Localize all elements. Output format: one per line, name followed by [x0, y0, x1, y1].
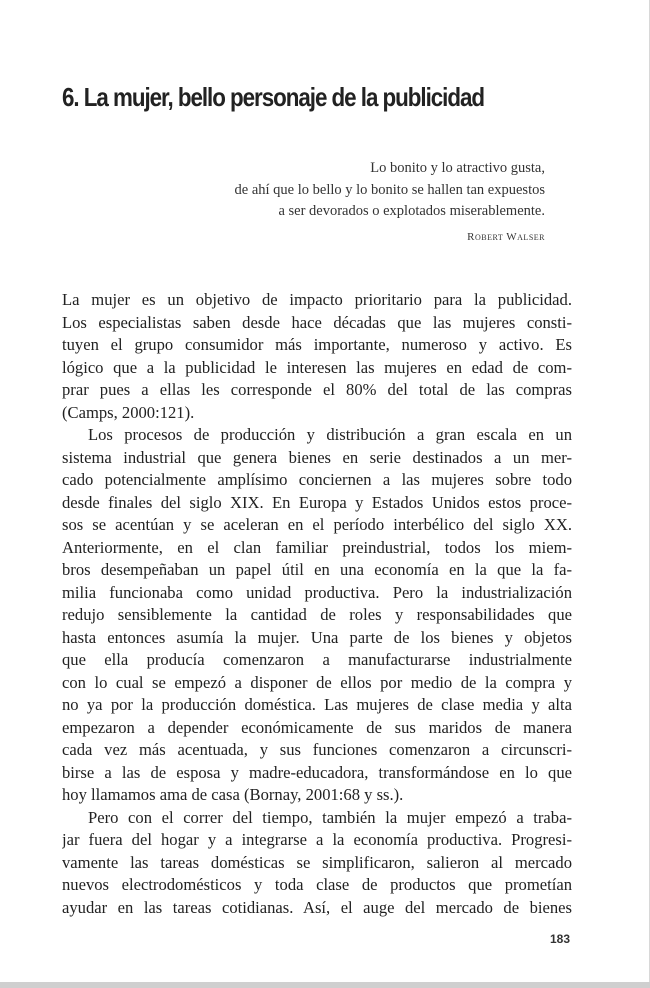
epigraph-line: Lo bonito y lo atractivo gusta, — [370, 160, 545, 176]
paragraph-line: vamente las tareas domésticas se simplificaron, salieron al mercado — [62, 852, 572, 872]
paragraph-line: cada vez más acentuada, y sus funciones comenzaron a circunscri- — [62, 740, 572, 759]
page-number: 183 — [549, 932, 570, 946]
chapter-title: 6. La mujer, bello personaje de la publicidad — [62, 82, 485, 112]
page-bottom-edge — [0, 982, 650, 988]
paragraph-line: redujo sensiblemente la cantidad de roles y responsabilidades que — [62, 605, 572, 624]
paragraph-line: que ella producía comenzaron a manufacturarse industrialmente — [62, 650, 572, 669]
paragraph-line: hasta entonces asumía la mujer. Una parte de los bienes y objetos — [62, 627, 572, 647]
epigraph-line: de ahí que lo bello y lo bonito se hallen tan expuestos — [234, 181, 545, 198]
paragraph-line: jar fuera del hogar y a integrarse a la economía productiva. Progresi- — [62, 830, 572, 849]
paragraph-line: hoy llamamos ama de casa (Bornay, 2001:68 y ss.). — [62, 785, 404, 804]
paragraph-line: desde finales del siglo XIX. En Europa y Estados Unidos estos proce- — [62, 492, 572, 512]
paragraph-line: sistema industrial que genera bienes en serie destinados a un mer- — [62, 447, 572, 467]
paragraph-line: Los especialistas saben desde hace décadas que las mujeres consti- — [62, 312, 572, 332]
paragraph-line: prar pues a ellas les corresponde el 80% del total de las compras — [62, 380, 572, 399]
paragraph-line: cado potencialmente amplísimo conciernen a las mujeres sobre todo — [62, 470, 572, 489]
paragraph-line: con lo cual se empezó a disponer de ellos por medio de la compra y — [62, 672, 572, 692]
paragraph-line: La mujer es un objetivo de impacto prioritario para la publicidad. — [62, 290, 572, 309]
epigraph-line: a ser devorados o explotados miserablemente. — [278, 203, 545, 219]
paragraph-line: Pero con el correr del tiempo, también la mujer empezó a traba- — [88, 807, 572, 827]
paragraph-line: empezaron a depender económicamente de sus maridos de manera — [62, 717, 572, 737]
paragraph-line: Los procesos de producción y distribución a gran escala en un — [88, 425, 572, 444]
paragraph-line: birse a las de esposa y madre-educadora, transformándose en lo que — [62, 762, 572, 782]
paragraph-line: Anteriormente, en el clan familiar preindustrial, todos los miem- — [62, 537, 572, 557]
body-text — [62, 289, 572, 919]
paragraph-line: lógico que a la publicidad le interesen las mujeres en edad de com- — [62, 357, 572, 377]
paragraph-line: (Camps, 2000:121). — [62, 402, 195, 422]
epigraph-author: Robert Walser — [467, 231, 545, 243]
paragraph-line: nuevos electrodomésticos y toda clase de productos que prometían — [62, 875, 572, 894]
paragraph-line: tuyen el grupo consumidor más importante, numeroso y activo. Es — [62, 335, 572, 354]
paragraph-line: ayudar en las tareas cotidianas. Así, el auge del mercado de bienes — [62, 897, 572, 917]
epigraph — [235, 158, 545, 223]
paragraph-line: bros desempeñaban un papel útil en una economía en la que la fa- — [62, 560, 572, 579]
paragraph-line: no ya por la producción doméstica. Las mujeres de clase media y alta — [62, 695, 572, 714]
paragraph-line: sos se acentúan y se aceleran en el período interbélico del siglo XX. — [62, 515, 572, 534]
paragraph-line: milia funcionaba como unidad productiva. Pero la industrialización — [62, 582, 572, 602]
